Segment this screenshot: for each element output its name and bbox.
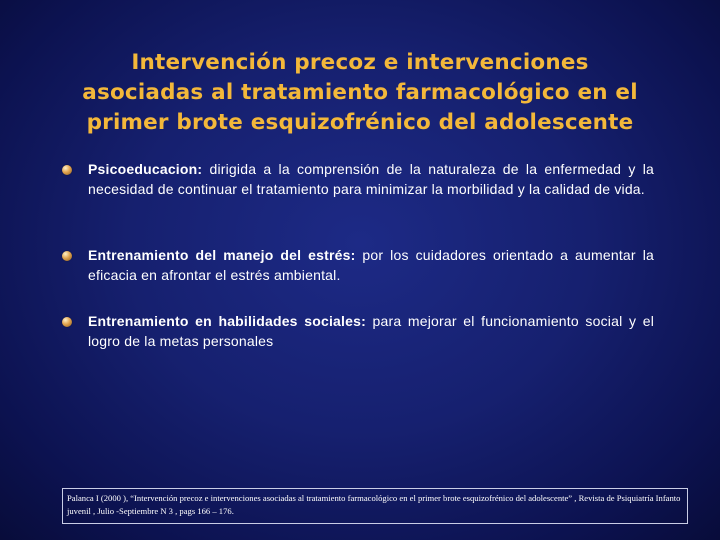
title-line: Intervención precoz e intervenciones [131,50,589,75]
bullet-sphere-icon [62,165,72,175]
bullet-lead: Entrenamiento en habilidades sociales: [88,313,366,329]
title-line: primer brote esquizofrénico del adolescente [86,110,634,135]
bullet-lead: Psicoeducacion: [88,161,203,177]
bullet-item [62,312,654,351]
bullet-body: por los cuidadores orientado a aumentar la eficacia en afrontar el estrés ambiental. [88,247,654,283]
bullet-item [62,246,654,285]
bullet-item [62,160,654,199]
title-line: asociadas al tratamiento farmacológico en el [82,80,638,105]
bullet-text [88,160,654,199]
bullet-text [88,312,654,351]
reference-citation: Palanca I (2000 ), “Intervención precoz e intervenciones asociadas al tratamiento farmacológico en el primer brote esquizofrénico del adolescente” , Revista de Psiquiatría Infanto juvenil , Julio -Septiembre N 3 , pags 166 – 176. [62,488,688,524]
bullet-lead: Entrenamiento del manejo del estrés: [88,247,356,263]
bullet-sphere-icon [62,251,72,261]
bullet-sphere-icon [62,317,72,327]
bullet-body: para mejorar el funcionamiento social y el logro de la metas personales [88,313,654,349]
bullet-text [88,246,654,285]
bullet-body: dirigida a la comprensión de la naturaleza de la enfermedad y la necesidad de continuar el tratamiento para minimizar la morbilidad y la calidad de vida. [88,161,654,197]
slide-title [40,48,680,138]
